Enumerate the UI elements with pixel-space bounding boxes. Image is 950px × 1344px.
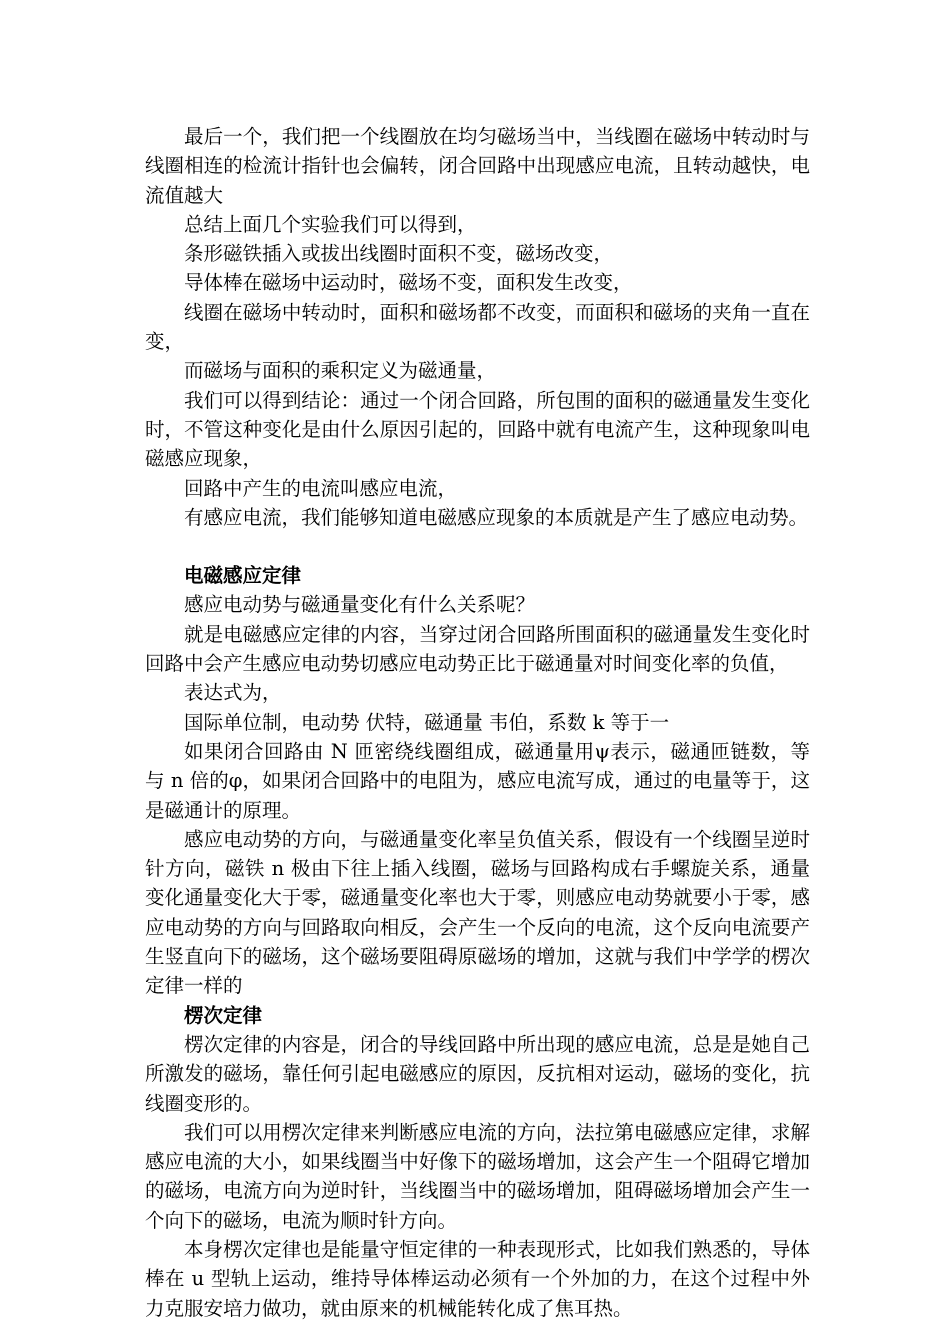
paragraph: 条形磁铁插入或拔出线圈时面积不变，磁场改变， (184, 242, 614, 266)
paragraph: 就是电磁感应定律的内容，当穿过闭合回路所围面积的磁通量发生变化时回路中会产生感应电动势切感应电动势正比于磁通量对时间变化率的负值， (145, 622, 810, 676)
paragraph: 有感应电流，我们能够知道电磁感应现象的本质就是产生了感应电动势。 (184, 505, 809, 529)
paragraph: 国际单位制，电动势 伏特，磁通量 韦伯，系数 k 等于一 (184, 710, 670, 734)
paragraph: 楞次定律的内容是，闭合的导线回路中所出现的感应电流，总是是她自己所激发的磁场，靠任何引起电磁感应的原因，反抗相对运动，磁场的变化，抗线圈变形的。 (145, 1032, 810, 1115)
paragraph: 最后一个，我们把一个线圈放在均匀磁场当中，当线圈在磁场中转动时与线圈相连的检流计指针也会偏转，闭合回路中出现感应电流，且转动越快，电流值越大 (145, 125, 810, 207)
paragraph: 感应电动势的方向，与磁通量变化率呈负值关系，假设有一个线圈呈逆时针方向，磁铁 n 极由下往上插入线圈，磁场与回路构成右手螺旋关系，通量变化通量变化大于零，磁通量变化率也大于零，则感应电动势就要小于零，感应电动势的方向与回路取向相反，会产生一个反向的电流，这个反向电流要产生竖直向下的磁场，这个磁场要阻碍原磁场的增加，这就与我们中学学的楞次定律一样的 (145, 827, 810, 998)
paragraph: 我们可以得到结论：通过一个闭合回路，所包围的面积的磁通量发生变化时，不管这种变化是由什么原因引起的，回路中就有电流产生，这种现象叫电磁感应现象， (145, 388, 810, 471)
section-heading: 电磁感应定律 (184, 564, 302, 588)
paragraph: 感应电动势与磁通量变化有什么关系呢？ (184, 593, 536, 617)
paragraph: 回路中产生的电流叫感应电流， (184, 476, 458, 500)
section-lenz-law (145, 1001, 810, 1323)
section-faraday-law (145, 561, 810, 1000)
document-body (145, 122, 810, 1323)
paragraph: 表达式为， (184, 681, 282, 705)
section-heading: 楞次定律 (184, 1003, 263, 1027)
paragraph: 我们可以用楞次定律来判断感应电流的方向，法拉第电磁感应定律，求解感应电流的大小，如果线圈当中好像下的磁场增加，这会产生一个阻碍它增加的磁场，电流方向为逆时针，当线圈当中的磁场增加，阻碍磁场增加会产生一个向下的磁场，电流为顺时针方向。 (145, 1120, 810, 1232)
paragraph: 本身楞次定律也是能量守恒定律的一种表现形式，比如我们熟悉的，导体棒在 u 型轨上运动，维持导体棒运动必须有一个外加的力，在这个过程中外力克服安培力做功，就由原来的机械能转化成了焦耳热。 (145, 1237, 810, 1320)
section-intro (145, 122, 810, 532)
paragraph: 如果闭合回路由 N 匝密绕线圈组成，磁通量用ψ表示，磁通匝链数，等与 n 倍的φ，如果闭合回路中的电阻为，感应电流写成，通过的电量等于，这是磁通计的原理。 (145, 739, 810, 822)
blank-line (145, 532, 810, 561)
paragraph: 总结上面几个实验我们可以得到， (184, 212, 477, 236)
paragraph: 导体棒在磁场中运动时，磁场不变，面积发生改变， (184, 271, 633, 295)
paragraph: 而磁场与面积的乘积定义为磁通量， (184, 359, 497, 383)
paragraph: 线圈在磁场中转动时，面积和磁场都不改变，而面积和磁场的夹角一直在变， (145, 300, 810, 354)
